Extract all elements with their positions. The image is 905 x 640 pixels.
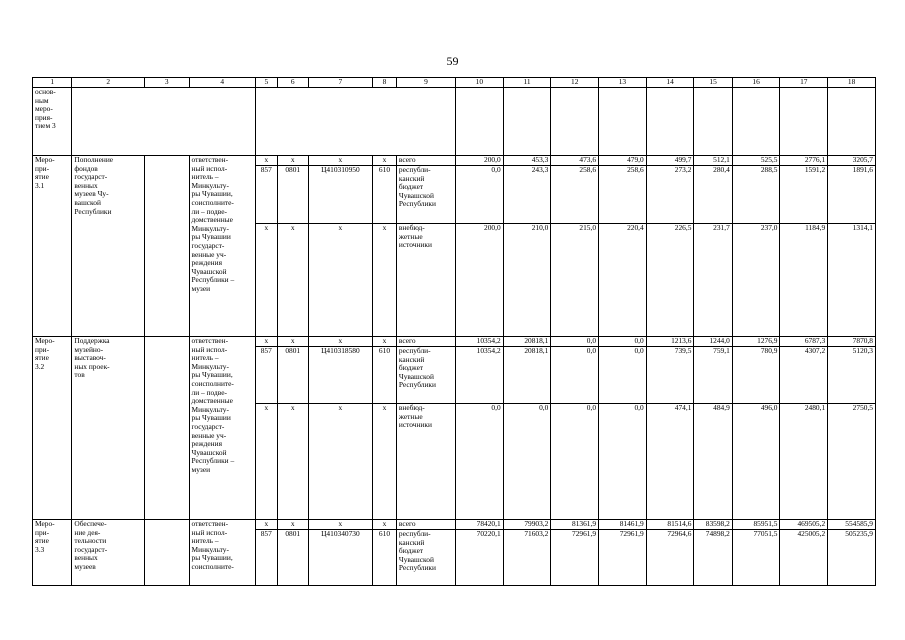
section-code-cell: x — [277, 156, 308, 166]
amount-cell: 85951,5 — [732, 520, 780, 530]
amount-cell: 473,6 — [551, 156, 599, 166]
funding-source-cell: внебюд- жетные источники — [396, 404, 455, 520]
amount-cell: 499,7 — [646, 156, 694, 166]
expense-type-cell: x — [373, 224, 397, 337]
funding-source-cell: всего — [396, 337, 455, 347]
amount-cell: 2750,5 — [828, 404, 876, 520]
amount-cell: 215,0 — [551, 224, 599, 337]
amount-cell: 1591,2 — [780, 166, 828, 224]
funding-source-cell: всего — [396, 156, 455, 166]
amount-cell: 525,5 — [732, 156, 780, 166]
empty-cell — [732, 88, 780, 156]
amount-cell: 7870,8 — [828, 337, 876, 347]
executor-cell: ответствен- ный испол- нитель – Минкульту- ры Чувашии, соисполните- ли – подве- домственные Минкульту- ры Чувашии государст- венные уч- реждения Чувашской Республики – музеи — [189, 156, 255, 337]
column-number: 13 — [599, 78, 647, 88]
amount-cell: 78420,1 — [455, 520, 503, 530]
expense-type-cell: 610 — [373, 347, 397, 404]
amount-cell: 72964,6 — [646, 530, 694, 586]
expense-type-cell: x — [373, 337, 397, 347]
amount-cell: 10354,2 — [455, 337, 503, 347]
amount-cell: 484,9 — [694, 404, 732, 520]
budget-table — [32, 77, 876, 586]
grbs-cell: 857 — [255, 347, 277, 404]
amount-cell: 0,0 — [599, 404, 647, 520]
expense-type-cell: x — [373, 520, 397, 530]
measure-name-cell: Поддержка музейно- выставоч- ных проек- тов — [72, 337, 145, 520]
measure-id-cell: Меро- при- ятие 3.3 — [33, 520, 72, 586]
amount-cell: 739,5 — [646, 347, 694, 404]
column-number: 5 — [255, 78, 277, 88]
column-number: 12 — [551, 78, 599, 88]
empty-cell — [72, 88, 256, 156]
section-code-cell: 0801 — [277, 530, 308, 586]
funding-source-cell: республи- канский бюджет Чувашской Республики — [396, 166, 455, 224]
target-article-cell: x — [308, 337, 372, 347]
amount-cell: 5120,3 — [828, 347, 876, 404]
amount-cell: 1891,6 — [828, 166, 876, 224]
amount-cell: 6787,3 — [780, 337, 828, 347]
empty-cell — [828, 88, 876, 156]
amount-cell: 759,1 — [694, 347, 732, 404]
amount-cell: 81514,6 — [646, 520, 694, 530]
target-article-cell: x — [308, 156, 372, 166]
measure-name-cell: Обеспече- ние дея- тельности государст- венных музеев — [72, 520, 145, 586]
column-number: 18 — [828, 78, 876, 88]
amount-cell: 1244,0 — [694, 337, 732, 347]
amount-cell: 273,2 — [646, 166, 694, 224]
amount-cell: 200,0 — [455, 224, 503, 337]
amount-cell: 10354,2 — [455, 347, 503, 404]
empty-cell — [780, 88, 828, 156]
amount-cell: 83598,2 — [694, 520, 732, 530]
amount-cell: 0,0 — [599, 337, 647, 347]
column-number: 1 — [33, 78, 72, 88]
grbs-cell: x — [255, 337, 277, 347]
funding-source-cell: республи- канский бюджет Чувашской Республики — [396, 347, 455, 404]
column-number-row — [33, 78, 876, 88]
amount-cell: 512,1 — [694, 156, 732, 166]
funding-source-cell: всего — [396, 520, 455, 530]
amount-cell: 1184,9 — [780, 224, 828, 337]
empty-cell — [599, 88, 647, 156]
empty-cell — [694, 88, 732, 156]
amount-cell: 200,0 — [455, 156, 503, 166]
empty-cell — [255, 88, 455, 156]
section-code-cell: x — [277, 520, 308, 530]
measure-name-cell: Пополнение фондов государст- венных музеев Чу- вашской Республики — [72, 156, 145, 337]
grbs-cell: x — [255, 404, 277, 520]
amount-cell: 210,0 — [503, 224, 551, 337]
target-article-cell: Ц410310950 — [308, 166, 372, 224]
executor-cell: ответствен- ный испол- нитель – Минкульту- ры Чувашии, соисполните- — [189, 520, 255, 586]
target-article-cell: Ц410340730 — [308, 530, 372, 586]
amount-cell: 77051,5 — [732, 530, 780, 586]
amount-cell: 425005,2 — [780, 530, 828, 586]
amount-cell: 0,0 — [503, 404, 551, 520]
amount-cell: 2776,1 — [780, 156, 828, 166]
expense-type-cell: x — [373, 404, 397, 520]
amount-cell: 1213,6 — [646, 337, 694, 347]
column-number: 4 — [189, 78, 255, 88]
grbs-cell: x — [255, 520, 277, 530]
continuation-row — [33, 88, 876, 156]
column-number: 15 — [694, 78, 732, 88]
amount-cell: 226,5 — [646, 224, 694, 337]
amount-cell: 72961,9 — [599, 530, 647, 586]
target-article-cell: x — [308, 404, 372, 520]
amount-cell: 4307,2 — [780, 347, 828, 404]
table-row — [33, 520, 876, 530]
amount-cell: 474,1 — [646, 404, 694, 520]
amount-cell: 2480,1 — [780, 404, 828, 520]
amount-cell: 3205,7 — [828, 156, 876, 166]
funding-source-cell: внебюд- жетные источники — [396, 224, 455, 337]
amount-cell: 81361,9 — [551, 520, 599, 530]
column-number: 2 — [72, 78, 145, 88]
section-code-cell: 0801 — [277, 347, 308, 404]
section-code-cell: 0801 — [277, 166, 308, 224]
column-number: 7 — [308, 78, 372, 88]
empty-cell — [455, 88, 503, 156]
amount-cell: 0,0 — [455, 404, 503, 520]
page-number: 59 — [446, 54, 459, 68]
amount-cell: 220,4 — [599, 224, 647, 337]
amount-cell: 20818,1 — [503, 337, 551, 347]
empty-cell — [144, 520, 189, 586]
amount-cell: 0,0 — [599, 347, 647, 404]
amount-cell: 469505,2 — [780, 520, 828, 530]
expense-type-cell: 610 — [373, 530, 397, 586]
executor-cell: ответствен- ный испол- нитель – Минкульту- ры Чувашии, соисполните- ли – подве- домственные Минкульту- ры Чувашии государст- венные уч- реждения Чувашской Республики – музеи — [189, 337, 255, 520]
table-row — [33, 337, 876, 347]
column-number: 10 — [455, 78, 503, 88]
amount-cell: 0,0 — [551, 337, 599, 347]
section-code-cell: x — [277, 337, 308, 347]
amount-cell: 0,0 — [551, 404, 599, 520]
amount-cell: 81461,9 — [599, 520, 647, 530]
amount-cell: 288,5 — [732, 166, 780, 224]
row-label-cell: основ- ным меро- прия- тием 3 — [33, 88, 72, 156]
column-number: 17 — [780, 78, 828, 88]
amount-cell: 280,4 — [694, 166, 732, 224]
table-row — [33, 156, 876, 166]
grbs-cell: x — [255, 156, 277, 166]
amount-cell: 496,0 — [732, 404, 780, 520]
amount-cell: 479,0 — [599, 156, 647, 166]
amount-cell: 74898,2 — [694, 530, 732, 586]
measure-id-cell: Меро- при- ятие 3.1 — [33, 156, 72, 337]
amount-cell: 20818,1 — [503, 347, 551, 404]
amount-cell: 258,6 — [599, 166, 647, 224]
column-number: 3 — [144, 78, 189, 88]
target-article-cell: Ц410318580 — [308, 347, 372, 404]
amount-cell: 70220,1 — [455, 530, 503, 586]
section-code-cell: x — [277, 404, 308, 520]
empty-cell — [144, 337, 189, 520]
empty-cell — [503, 88, 551, 156]
column-number: 11 — [503, 78, 551, 88]
amount-cell: 505235,9 — [828, 530, 876, 586]
expense-type-cell: x — [373, 156, 397, 166]
amount-cell: 0,0 — [551, 347, 599, 404]
amount-cell: 72961,9 — [551, 530, 599, 586]
amount-cell: 453,3 — [503, 156, 551, 166]
column-number: 9 — [396, 78, 455, 88]
empty-cell — [646, 88, 694, 156]
empty-cell — [144, 156, 189, 337]
column-number: 6 — [277, 78, 308, 88]
amount-cell: 71603,2 — [503, 530, 551, 586]
amount-cell: 1276,9 — [732, 337, 780, 347]
grbs-cell: x — [255, 224, 277, 337]
grbs-cell: 857 — [255, 166, 277, 224]
amount-cell: 554585,9 — [828, 520, 876, 530]
amount-cell: 231,7 — [694, 224, 732, 337]
empty-cell — [551, 88, 599, 156]
target-article-cell: x — [308, 520, 372, 530]
grbs-cell: 857 — [255, 530, 277, 586]
amount-cell: 79903,2 — [503, 520, 551, 530]
amount-cell: 243,3 — [503, 166, 551, 224]
measure-id-cell: Меро- при- ятие 3.2 — [33, 337, 72, 520]
amount-cell: 1314,1 — [828, 224, 876, 337]
amount-cell: 0,0 — [455, 166, 503, 224]
amount-cell: 780,9 — [732, 347, 780, 404]
target-article-cell: x — [308, 224, 372, 337]
funding-source-cell: республи- канский бюджет Чувашской Республики — [396, 530, 455, 586]
column-number: 14 — [646, 78, 694, 88]
expense-type-cell: 610 — [373, 166, 397, 224]
column-number: 8 — [373, 78, 397, 88]
amount-cell: 237,0 — [732, 224, 780, 337]
section-code-cell: x — [277, 224, 308, 337]
column-number: 16 — [732, 78, 780, 88]
amount-cell: 258,6 — [551, 166, 599, 224]
